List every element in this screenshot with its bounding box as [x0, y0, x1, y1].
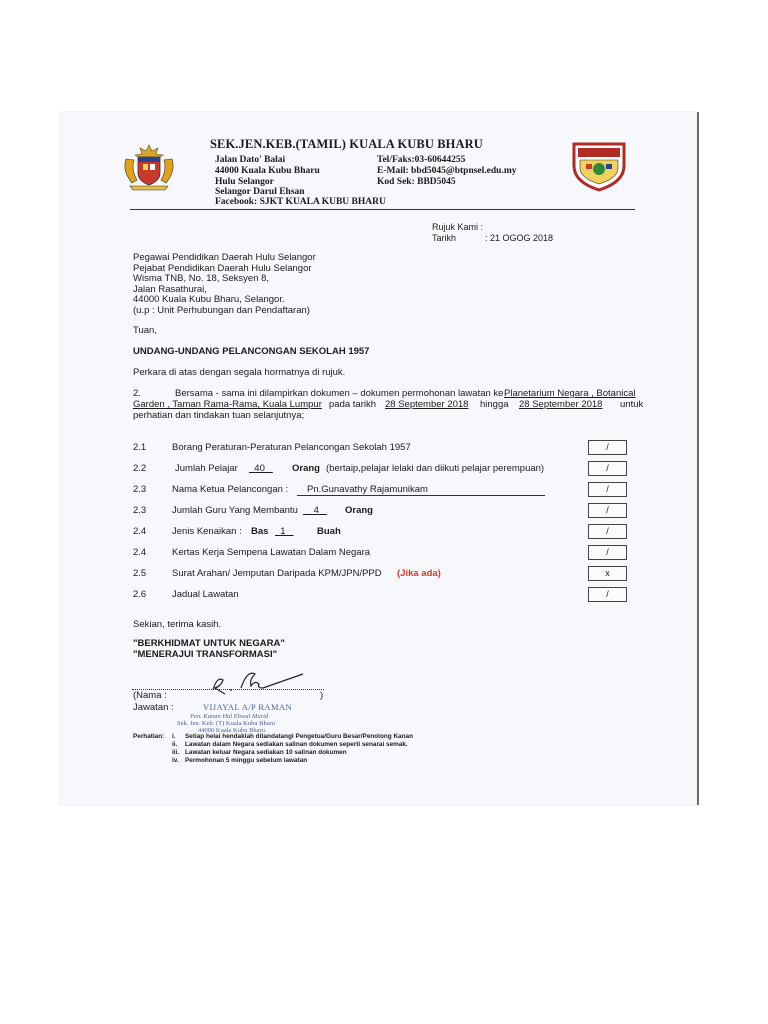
- note-text: Lawatan keluar Negara sediakan 10 salinan dokumen: [185, 749, 347, 756]
- stamp-school: Sek. Jen. Keb. (T) Kuala Kubu Bharu: [177, 720, 276, 727]
- checkbox[interactable]: /: [588, 545, 627, 560]
- checkbox[interactable]: /: [588, 440, 627, 455]
- para2-text: pada tarikh: [329, 399, 377, 410]
- address-line-3: Hulu Selangor: [215, 177, 274, 187]
- recipient-line: Pejabat Pendidikan Daerah Hulu Selangor: [133, 263, 312, 274]
- bus-count: 1: [280, 526, 286, 537]
- recipient-line: Pegawai Pendidikan Daerah Hulu Selangor: [133, 252, 316, 263]
- checkbox[interactable]: /: [588, 524, 627, 539]
- jawatan-label: Jawatan :: [133, 702, 174, 713]
- item-number: 2.3: [133, 505, 147, 516]
- nama-label: (Nama :: [133, 690, 167, 701]
- subject: UNDANG-UNDANG PELANCONGAN SEKOLAH 1957: [133, 346, 370, 357]
- motto-2: "MENERAJUI TRANSFORMASI": [133, 649, 278, 660]
- item-unit: Orang: [345, 505, 373, 516]
- school-name: SEK.JEN.KEB.(TAMIL) KUALA KUBU BHARU: [210, 137, 483, 151]
- destination-1: Planetarium Negara , Botanical: [504, 388, 636, 399]
- note-number: ii.: [172, 741, 178, 748]
- item-text: Nama Ketua Pelancongan :: [172, 484, 289, 495]
- stamp-name: VIJAYAL A/P RAMAN: [203, 702, 292, 712]
- para2-text: Bersama - sama ini dilampirkan dokumen – dokumen permohonan lawatan ke: [175, 388, 504, 399]
- student-count: 40: [254, 463, 265, 474]
- recipient-line: 44000 Kuala Kubu Bharu, Selangor.: [133, 294, 285, 305]
- item-unit: Buah: [317, 526, 341, 537]
- date-to: 28 September 2018: [519, 399, 603, 410]
- item-number: 2.1: [133, 442, 147, 453]
- optional-note: (Jika ada): [397, 568, 441, 579]
- nama-close: ): [320, 690, 324, 701]
- school-badge-logo: [568, 140, 630, 197]
- item-text: Surat Arahan/ Jemputan Daripada KPM/JPN/PPD: [172, 568, 382, 579]
- stamp-address: 44000 Kuala Kubu Bharu: [198, 727, 265, 734]
- school-code: Kod Sek: BBD5045: [377, 177, 456, 187]
- destination-2: Garden , Taman Rama-Rama, Kuala Lumpur: [133, 399, 322, 410]
- item-text: Jenis Kenaikan :: [172, 526, 242, 537]
- note-number: iii.: [172, 749, 180, 756]
- item-number: 2.3: [133, 484, 147, 495]
- bus-label: Bas: [251, 526, 269, 537]
- para2-text: perhatian dan tindakan tuan selanjutnya;: [133, 410, 305, 421]
- address-line-1: Jalan Dato' Balai: [215, 155, 286, 165]
- header-divider: [130, 209, 635, 210]
- para2-text: untuk: [620, 399, 644, 410]
- recipient-line: (u.p : Unit Perhubungan dan Pendaftaran): [133, 305, 310, 316]
- item-number: 2.5: [133, 568, 147, 579]
- note-text: Lawatan dalam Negara sediakan salinan dokumen seperti senarai semak.: [185, 741, 408, 748]
- tarikh-label: Tarikh: [432, 233, 457, 243]
- item-text: Jumlah Guru Yang Membantu: [172, 505, 298, 516]
- item-number: 2.4: [133, 526, 147, 537]
- checkbox[interactable]: /: [588, 587, 627, 602]
- facebook-line: Facebook: SJKT KUALA KUBU BHARU: [215, 197, 386, 207]
- item-text: Borang Peraturan-Peraturan Pelancongan Sekolah 1957: [172, 442, 411, 453]
- recipient-line: Wisma TNB, No. 18, Seksyen 8,: [133, 273, 270, 284]
- item-text: Jumlah Pelajar: [175, 463, 238, 474]
- teacher-count: 4: [313, 505, 319, 516]
- checkbox[interactable]: /: [588, 503, 627, 518]
- coat-of-arms-emblem: [120, 143, 178, 196]
- item-unit: Orang: [292, 463, 320, 474]
- note-number: iv.: [172, 757, 179, 764]
- item-number: 2.2: [133, 463, 147, 474]
- closing: Sekian, terima kasih.: [133, 619, 222, 630]
- address-line-4: Selangor Darul Ehsan: [215, 187, 305, 197]
- para2-number: 2.: [133, 388, 141, 399]
- tour-leader-name: Pn.Gunavathy Rajamunikam: [297, 484, 545, 496]
- paragraph-1: Perkara di atas dengan segala hormatnya di rujuk.: [133, 367, 346, 378]
- salutation: Tuan,: [133, 325, 157, 336]
- address-line-2: 44000 Kuala Kubu Bharu: [215, 166, 320, 176]
- tarikh-value: : 21 OGOG 2018: [485, 233, 554, 243]
- checkbox[interactable]: x: [588, 566, 627, 581]
- recipient-line: Jalan Rasathurai,: [133, 284, 207, 295]
- item-text: Kertas Kerja Sempena Lawatan Dalam Negara: [172, 547, 371, 558]
- scan-edge: [697, 112, 699, 805]
- note-text: Setiap helai hendaklah ditandatangi Pengetua/Guru Besar/Penolong Kanan: [185, 733, 413, 740]
- item-text: Jadual Lawatan: [172, 589, 239, 600]
- checkbox[interactable]: /: [588, 482, 627, 497]
- phone-fax: Tel/Faks:03-60644255: [377, 155, 466, 165]
- item-number: 2.4: [133, 547, 147, 558]
- email: E-Mail: bbd5045@btpnsel.edu.my: [377, 166, 517, 176]
- handwritten-signature: [205, 668, 315, 703]
- item-number: 2.6: [133, 589, 147, 600]
- motto-1: "BERKHIDMAT UNTUK NEGARA": [133, 638, 285, 649]
- checkbox[interactable]: /: [588, 461, 627, 476]
- note-text: Permohonan 5 minggu sebelum lawatan: [185, 757, 308, 764]
- stamp-position: Pen. Kanan Hal Ehwal Murid: [190, 713, 269, 720]
- note-number: i.: [172, 733, 176, 740]
- item-note: (bertaip,pelajar lelaki dan diikuti pelajar perempuan): [326, 463, 545, 474]
- rujuk-label: Rujuk Kami :: [432, 222, 484, 232]
- para2-text: hingga: [480, 399, 509, 410]
- notes-label: Perhatian:: [133, 733, 165, 740]
- date-from: 28 September 2018: [385, 399, 469, 410]
